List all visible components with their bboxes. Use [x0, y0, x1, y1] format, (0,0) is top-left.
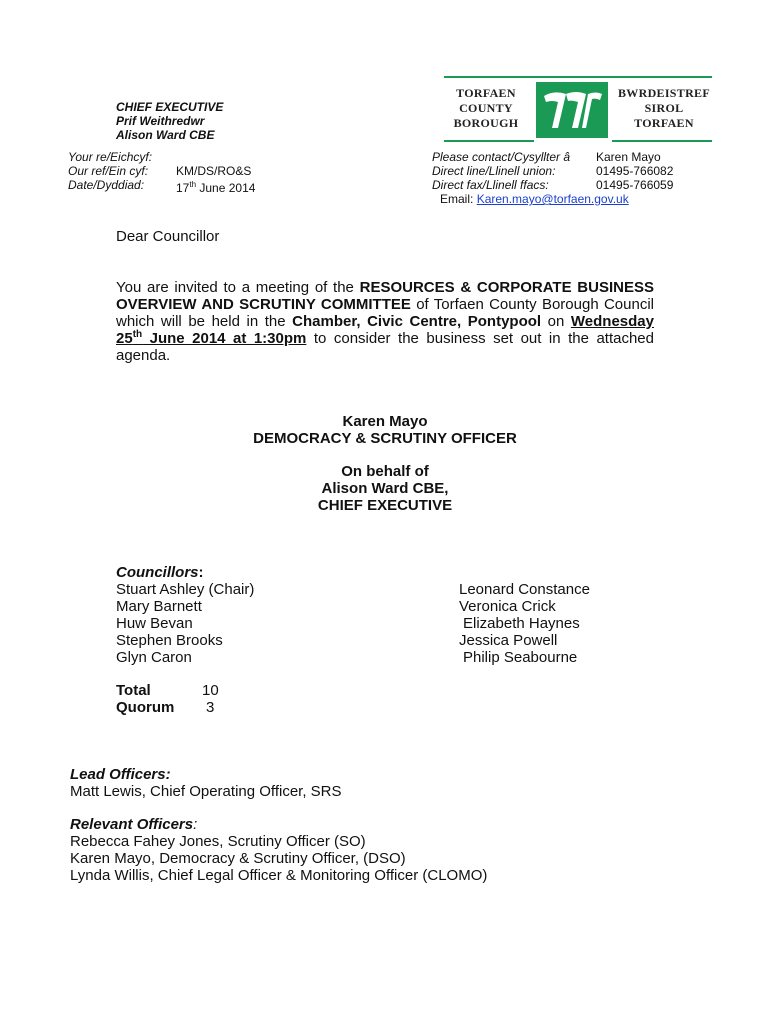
- sender-block: [116, 100, 223, 142]
- lead-officers-heading: Lead Officers:: [70, 766, 171, 783]
- letter-date: 17th June 2014: [176, 180, 256, 195]
- councillors-heading: Councillors:: [116, 564, 204, 581]
- contact-block: [432, 150, 722, 207]
- our-ref-label: Our ref/Ein cyf:: [68, 164, 149, 178]
- councillor-name: Jessica Powell: [459, 632, 558, 649]
- logo-line: TORFAEN: [634, 116, 694, 130]
- salutation: Dear Councillor: [116, 228, 220, 245]
- totals-block: [116, 682, 219, 716]
- torfaen-emblem-icon: [536, 82, 608, 138]
- logo-top-rule: [444, 76, 712, 78]
- meeting-venue: Chamber, Civic Centre, Pontypool: [292, 313, 542, 330]
- logo-line: COUNTY: [459, 101, 513, 115]
- logo-text-english: [444, 86, 528, 131]
- email-link[interactable]: Karen.mayo@torfaen.gov.uk: [476, 192, 629, 206]
- councillor-name: Leonard Constance: [459, 581, 590, 598]
- signoff-block: [116, 413, 654, 514]
- councillor-name: Philip Seabourne: [463, 649, 578, 666]
- relevant-officers-block: [70, 816, 487, 884]
- logo-bottom-rule-left: [444, 140, 534, 142]
- behalf-name: Alison Ward CBE,: [321, 480, 449, 497]
- councillor-name: Stuart Ashley (Chair): [116, 581, 255, 598]
- signoff-role: DEMOCRACY & SCRUTINY OFFICER: [253, 430, 517, 447]
- councillor-name: Mary Barnett: [116, 598, 202, 615]
- behalf-role: CHIEF EXECUTIVE: [317, 497, 453, 514]
- relevant-officer: Karen Mayo, Democracy & Scrutiny Officer, (DSO): [70, 850, 406, 867]
- logo-text-welsh: [616, 86, 712, 131]
- signoff-name: Karen Mayo: [342, 413, 428, 430]
- councillor-name: Elizabeth Haynes: [463, 615, 580, 632]
- meeting-datetime: Wednesday 25th June 2014 at 1:30pm: [116, 313, 654, 347]
- logo-line: TORFAEN: [456, 86, 516, 100]
- quorum-label: Quorum: [116, 699, 175, 716]
- sender-name: Alison Ward CBE: [116, 128, 215, 142]
- email-label: Email:: [440, 192, 474, 206]
- councillor-name: Stephen Brooks: [116, 632, 223, 649]
- councillor-name: Veronica Crick: [459, 598, 556, 615]
- council-logo: [444, 74, 712, 144]
- direct-line-value: 01495-766082: [596, 164, 674, 178]
- invitation-paragraph: You are invited to a meeting of the RESOURCES & CORPORATE BUSINESS OVERVIEW AND SCRUTINY COMMITTEE of Torfaen County Borough Council which will be held in the Chamber, Civic Centre, Pontypool on Wednesday 25th June 2014 at 1:30pm to consider the business set out in the attached agenda.: [116, 279, 654, 364]
- direct-fax-label: Direct fax/Llinell ffacs:: [432, 178, 549, 192]
- date-label: Date/Dyddiad:: [68, 178, 145, 192]
- logo-line: BWRDEISTREF: [618, 86, 710, 100]
- contact-label: Please contact/Cysyllter â: [432, 150, 571, 164]
- lead-officer: Matt Lewis, Chief Operating Officer, SRS: [70, 783, 342, 800]
- relevant-officer: Rebecca Fahey Jones, Scrutiny Officer (SO): [70, 833, 366, 850]
- your-ref-label: Your re/Eichcyf:: [68, 150, 153, 164]
- direct-line-label: Direct line/Llinell union:: [432, 164, 556, 178]
- councillor-name: Glyn Caron: [116, 649, 192, 666]
- direct-fax-value: 01495-766059: [596, 178, 674, 192]
- relevant-officer: Lynda Willis, Chief Legal Officer & Monitoring Officer (CLOMO): [70, 867, 488, 884]
- contact-name: Karen Mayo: [596, 150, 661, 164]
- councillor-name: Huw Bevan: [116, 615, 193, 632]
- sender-title: CHIEF EXECUTIVE: [116, 100, 224, 114]
- reference-block: [68, 150, 256, 195]
- logo-line: SIROL: [644, 101, 684, 115]
- councillors-list-left: [116, 581, 254, 666]
- committee-name: RESOURCES & CORPORATE BUSINESS OVERVIEW AND SCRUTINY COMMITTEE: [116, 279, 654, 313]
- total-label: Total: [116, 682, 151, 699]
- quorum-value: 3: [206, 699, 215, 716]
- on-behalf-of: On behalf of: [341, 463, 429, 480]
- councillors-list-right: [459, 581, 590, 666]
- our-ref-value: KM/DS/RO&S: [176, 164, 252, 178]
- sender-title-welsh: Prif Weithredwr: [116, 114, 205, 128]
- lead-officers-block: [70, 766, 342, 800]
- relevant-officers-heading: Relevant Officers:: [70, 816, 198, 833]
- logo-bottom-rule-right: [612, 140, 712, 142]
- logo-line: BOROUGH: [453, 116, 519, 130]
- total-value: 10: [202, 682, 219, 699]
